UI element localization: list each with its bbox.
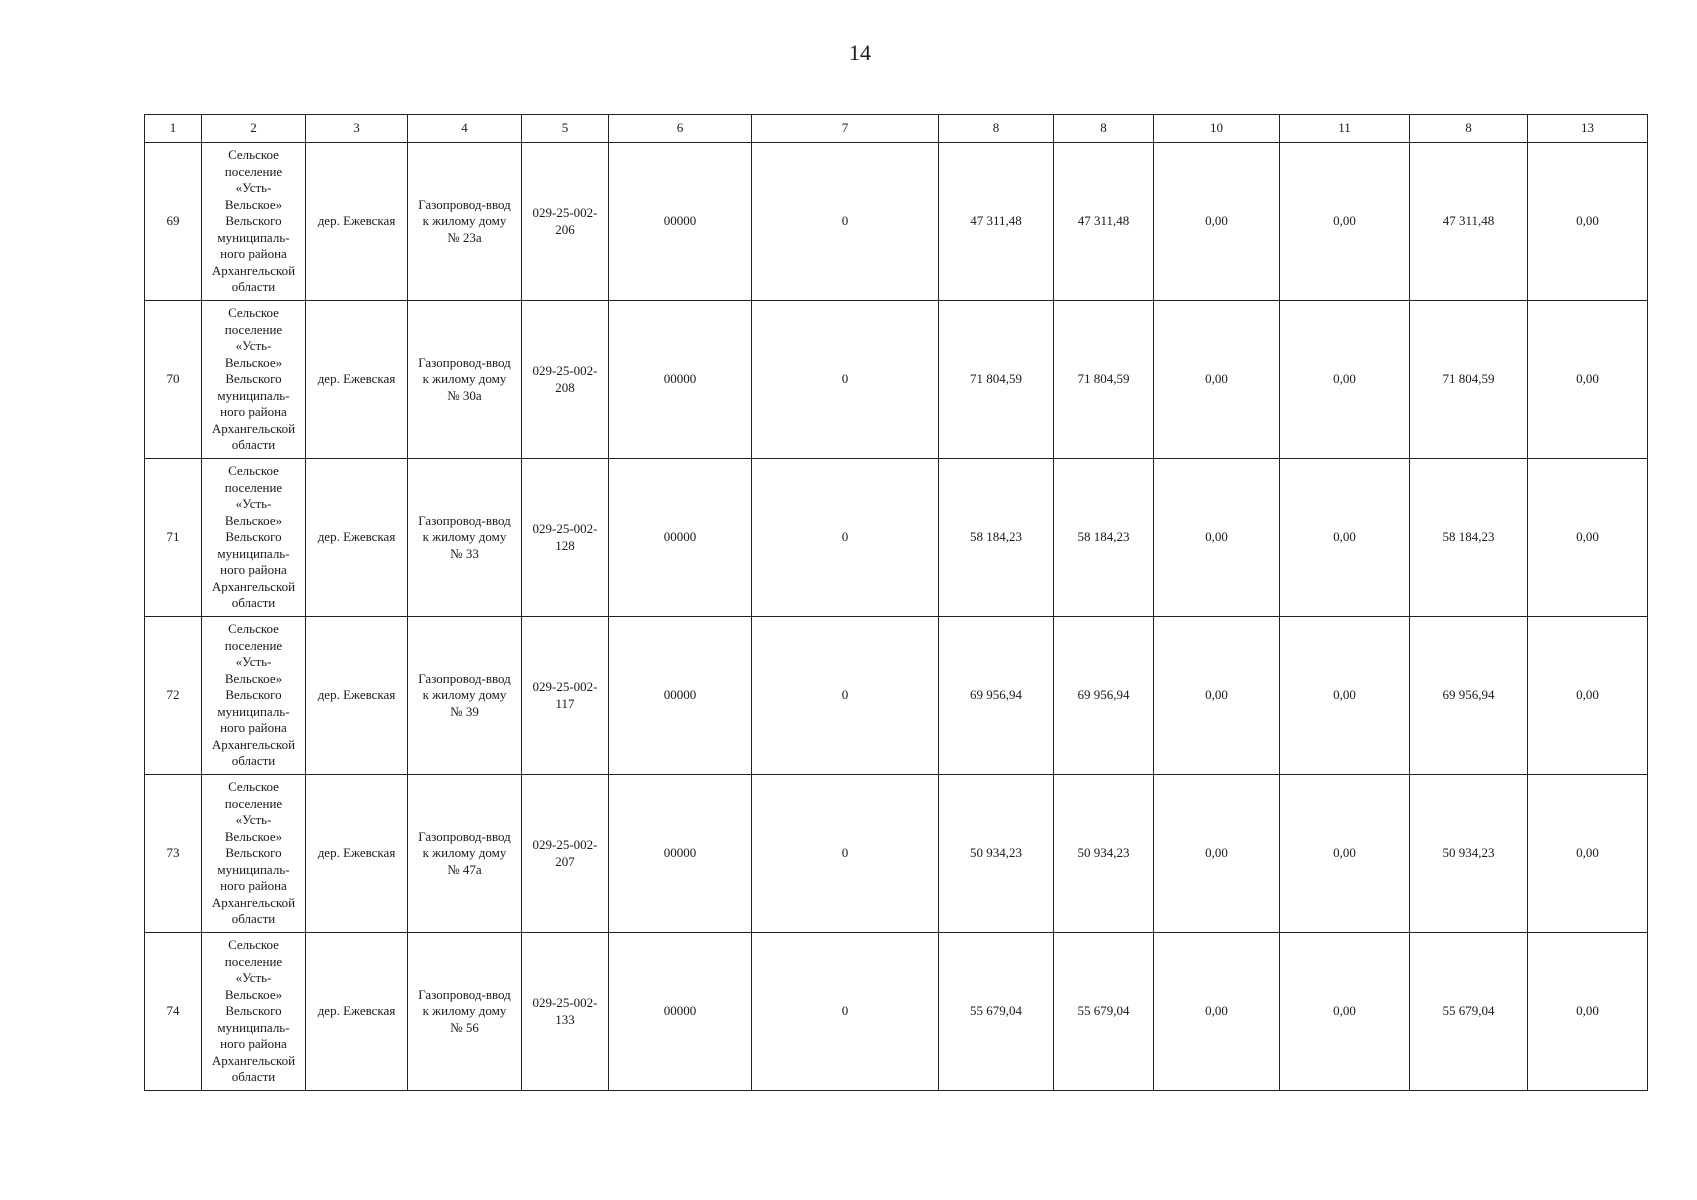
object-name: Газопровод-ввод к жилому дому № 39 [408,617,522,775]
settlement-name: Сельское поселение «Усть- Вельское» Вельского муниципаль- ного района Архангельской области [202,301,306,459]
object-name: Газопровод-ввод к жилому дому № 30а [408,301,522,459]
cell-col-7: 0 [752,775,939,933]
cell-col-6: 00000 [609,301,752,459]
cell-col-6: 00000 [609,933,752,1091]
settlement-name: Сельское поселение «Усть- Вельское» Вельского муниципаль- ного района Архангельской области [202,775,306,933]
cell-col-11: 0,00 [1280,775,1410,933]
cell-col-12: 47 311,48 [1410,143,1528,301]
cell-col-10: 0,00 [1154,301,1280,459]
object-name: Газопровод-ввод к жилому дому № 47а [408,775,522,933]
row-number: 74 [145,933,202,1091]
cell-col-12: 71 804,59 [1410,301,1528,459]
cell-col-8: 71 804,59 [939,301,1054,459]
cell-col-6: 00000 [609,775,752,933]
row-number: 73 [145,775,202,933]
cell-col-11: 0,00 [1280,617,1410,775]
cell-col-9: 58 184,23 [1054,459,1154,617]
data-table-container [144,114,1647,1091]
cell-col-8: 69 956,94 [939,617,1054,775]
column-header-4: 4 [408,115,522,143]
header-row [145,115,1648,143]
cell-col-6: 00000 [609,143,752,301]
column-header-7: 7 [752,115,939,143]
cell-col-12: 50 934,23 [1410,775,1528,933]
cell-col-12: 69 956,94 [1410,617,1528,775]
column-header-10: 10 [1154,115,1280,143]
column-header-3: 3 [306,115,408,143]
locality: дер. Ежевская [306,459,408,617]
object-name: Газопровод-ввод к жилому дому № 56 [408,933,522,1091]
cell-col-13: 0,00 [1528,933,1648,1091]
table-row [145,459,1648,617]
row-number: 71 [145,459,202,617]
locality: дер. Ежевская [306,933,408,1091]
settlement-name: Сельское поселение «Усть- Вельское» Вельского муниципаль- ного района Архангельской области [202,459,306,617]
cell-col-13: 0,00 [1528,617,1648,775]
settlement-name: Сельское поселение «Усть- Вельское» Вельского муниципаль- ного района Архангельской области [202,933,306,1091]
column-header-1: 1 [145,115,202,143]
cell-col-9: 47 311,48 [1054,143,1154,301]
cell-col-9: 69 956,94 [1054,617,1154,775]
cell-col-10: 0,00 [1154,933,1280,1091]
cadastral-number: 029-25-002- 128 [522,459,609,617]
object-name: Газопровод-ввод к жилому дому № 23а [408,143,522,301]
row-number: 69 [145,143,202,301]
settlement-name: Сельское поселение «Усть- Вельское» Вельского муниципаль- ного района Архангельской области [202,617,306,775]
cell-col-9: 50 934,23 [1054,775,1154,933]
cadastral-number: 029-25-002- 117 [522,617,609,775]
cadastral-number: 029-25-002- 207 [522,775,609,933]
column-header-6: 6 [609,115,752,143]
locality: дер. Ежевская [306,775,408,933]
cell-col-6: 00000 [609,459,752,617]
cell-col-7: 0 [752,143,939,301]
table-row [145,933,1648,1091]
row-number: 70 [145,301,202,459]
column-header-9: 8 [1054,115,1154,143]
page-number: 14 [849,40,871,65]
settlement-name: Сельское поселение «Усть- Вельское» Вельского муниципаль- ного района Архангельской области [202,143,306,301]
cell-col-10: 0,00 [1154,775,1280,933]
cell-col-7: 0 [752,617,939,775]
cell-col-13: 0,00 [1528,143,1648,301]
cadastral-number: 029-25-002- 133 [522,933,609,1091]
cell-col-12: 58 184,23 [1410,459,1528,617]
cell-col-13: 0,00 [1528,301,1648,459]
cell-col-9: 55 679,04 [1054,933,1154,1091]
cell-col-6: 00000 [609,617,752,775]
table-row [145,143,1648,301]
column-header-8: 8 [939,115,1054,143]
table-row [145,775,1648,933]
cell-col-7: 0 [752,933,939,1091]
cell-col-10: 0,00 [1154,617,1280,775]
object-name: Газопровод-ввод к жилому дому № 33 [408,459,522,617]
cell-col-10: 0,00 [1154,143,1280,301]
data-table [144,114,1648,1091]
locality: дер. Ежевская [306,301,408,459]
column-header-2: 2 [202,115,306,143]
cell-col-11: 0,00 [1280,933,1410,1091]
column-header-13: 13 [1528,115,1648,143]
cell-col-13: 0,00 [1528,775,1648,933]
cell-col-7: 0 [752,459,939,617]
locality: дер. Ежевская [306,143,408,301]
row-number: 72 [145,617,202,775]
cell-col-10: 0,00 [1154,459,1280,617]
cell-col-11: 0,00 [1280,143,1410,301]
cell-col-8: 47 311,48 [939,143,1054,301]
cell-col-11: 0,00 [1280,301,1410,459]
cell-col-7: 0 [752,301,939,459]
cadastral-number: 029-25-002- 208 [522,301,609,459]
column-header-5: 5 [522,115,609,143]
cell-col-13: 0,00 [1528,459,1648,617]
cell-col-8: 55 679,04 [939,933,1054,1091]
cell-col-9: 71 804,59 [1054,301,1154,459]
cadastral-number: 029-25-002- 206 [522,143,609,301]
cell-col-11: 0,00 [1280,459,1410,617]
column-header-12: 8 [1410,115,1528,143]
column-header-11: 11 [1280,115,1410,143]
cell-col-8: 50 934,23 [939,775,1054,933]
cell-col-12: 55 679,04 [1410,933,1528,1091]
table-row [145,301,1648,459]
locality: дер. Ежевская [306,617,408,775]
cell-col-8: 58 184,23 [939,459,1054,617]
table-row [145,617,1648,775]
